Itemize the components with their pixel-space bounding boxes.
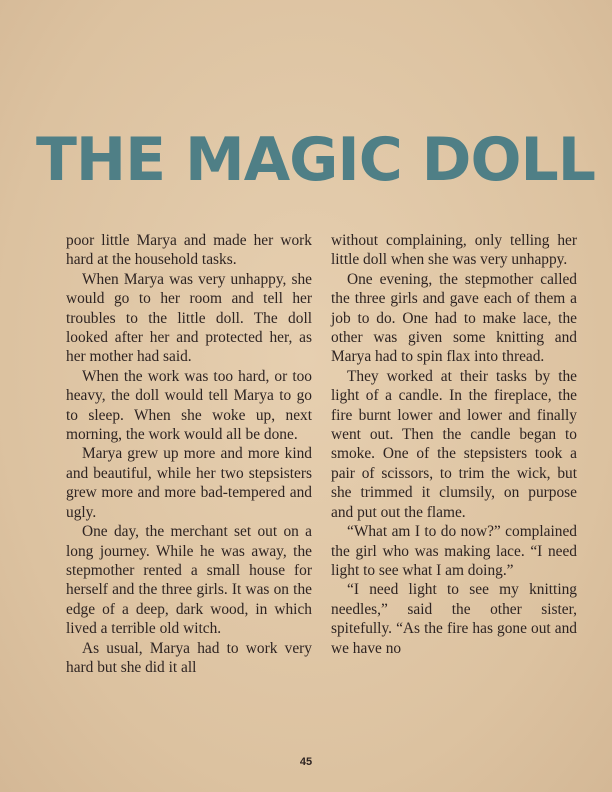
paragraph: As usual, Marya had to work very hard but she did it all xyxy=(66,639,312,676)
paragraph: without complaining, only telling her little doll when she was very unhappy. xyxy=(331,232,577,269)
paragraph: poor little Marya and made her work hard at the household tasks. xyxy=(66,232,312,269)
right-column xyxy=(331,231,577,658)
page-title: THE MAGIC DOLL xyxy=(36,125,595,195)
paragraph: Marya grew up more and more kind and beautiful, while her two stepsisters grew more and more bad-tempered and ugly. xyxy=(66,445,312,521)
paragraph: One day, the merchant set out on a long journey. While he was away, the stepmother rented a small house for herself and the three girls. It was on the edge of a deep, dark wood, in which lived a terrible old witch. xyxy=(66,523,312,638)
page-number: 45 xyxy=(299,756,313,768)
paragraph: When Marya was very unhappy, she would go to her room and tell her troubles to the little doll. The doll looked after her and protected her, as her mother had said. xyxy=(66,270,312,366)
paragraph: One evening, the stepmother called the three girls and gave each of them a job to do. One had to make lace, the other was given some knitting and Marya had to spin flax into thread. xyxy=(331,270,577,366)
paragraph: “What am I to do now?” complained the girl who was making lace. “I need light to see what I am doing.” xyxy=(331,523,577,579)
left-column xyxy=(66,231,312,677)
paragraph: When the work was too hard, or too heavy, the doll would tell Marya to go to sleep. When she woke up, next morning, the work would all be done. xyxy=(66,367,312,444)
paragraph: They worked at their tasks by the light of a candle. In the fireplace, the fire burnt lower and lower and finally went out. Then the candle began to smoke. One of the stepsisters took a pair of scissors, to trim the wick, but she trimmed it clumsily, on purpose and put out the flame. xyxy=(331,367,577,521)
paragraph: “I need light to see my knitting needles,” said the other sister, spitefully. “As the fire has gone out and we have no xyxy=(331,581,577,657)
